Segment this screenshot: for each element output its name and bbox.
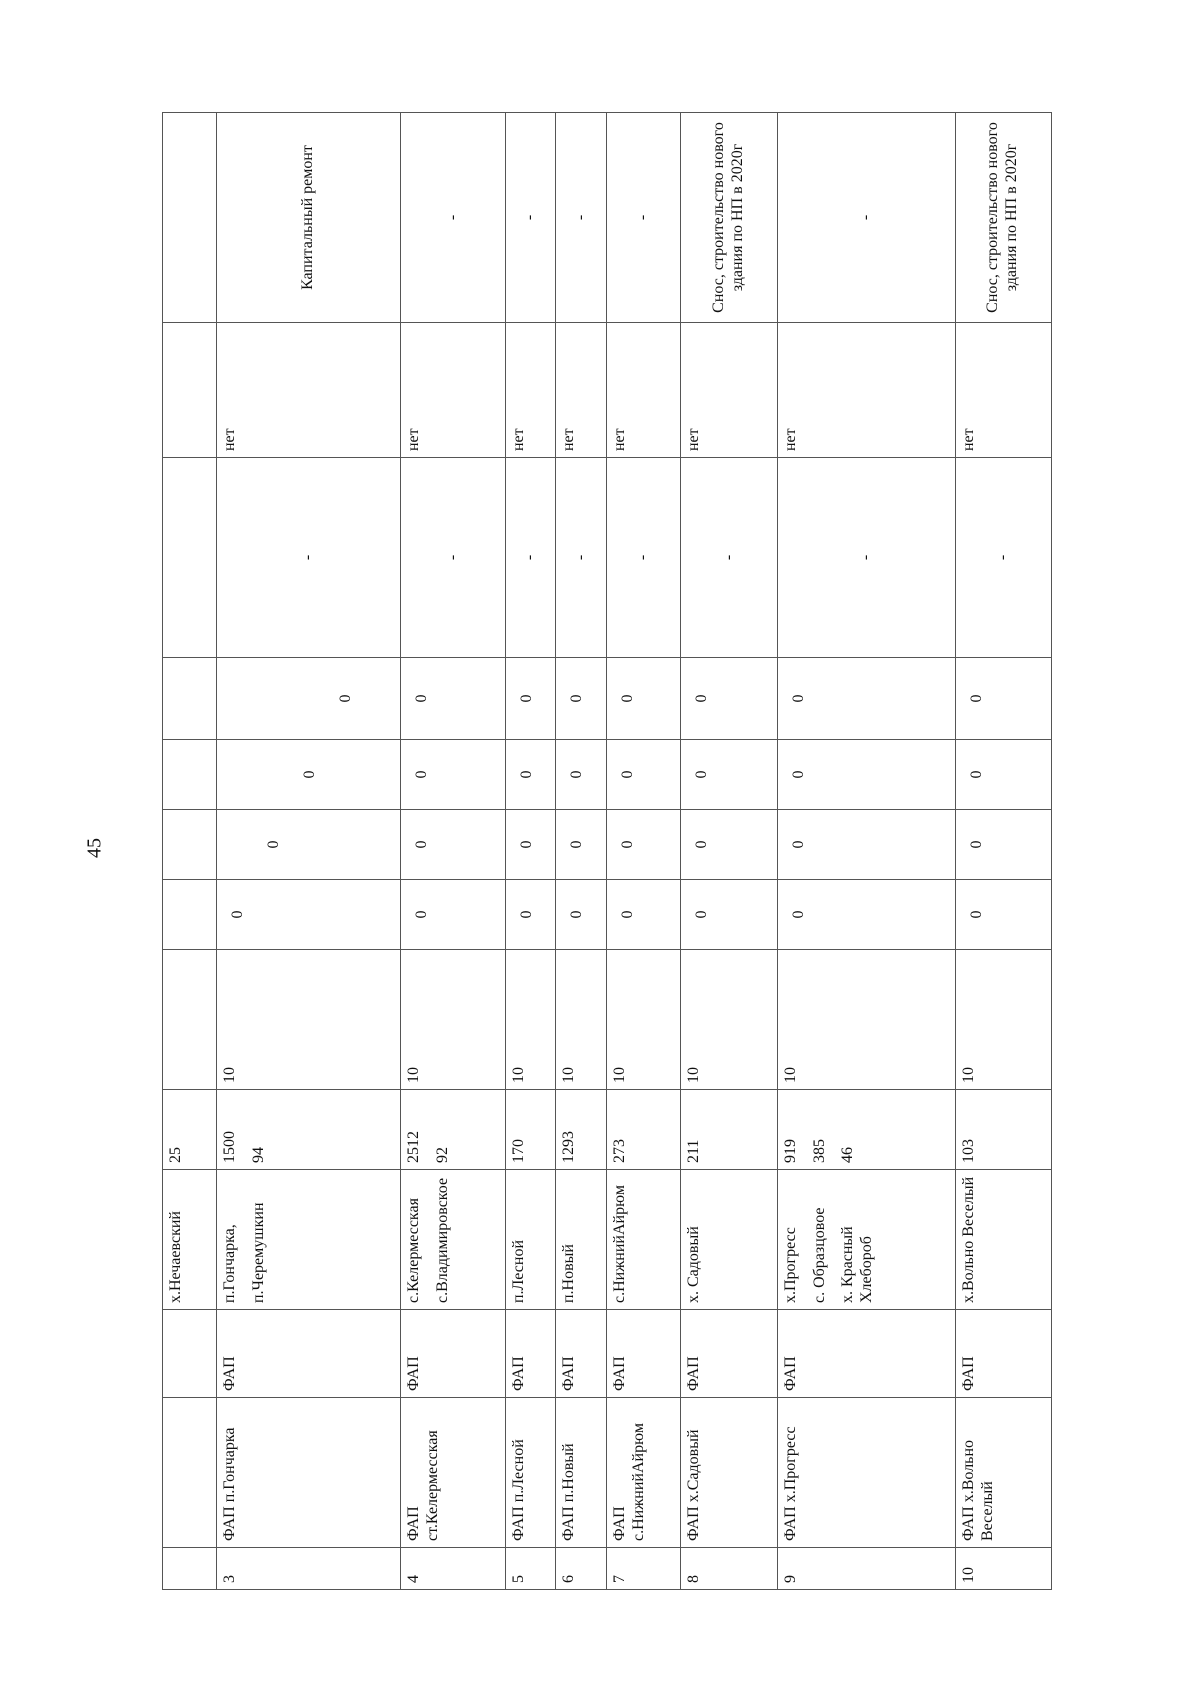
cell-population [401, 1090, 506, 1170]
cell-dash [777, 458, 955, 658]
status-text: нет [405, 428, 423, 451]
cell-zero [401, 880, 506, 950]
cell-status [505, 323, 556, 458]
remark-text: - [856, 214, 874, 221]
zero-value: 0 [693, 694, 711, 703]
facility-type: ФАП [610, 1356, 628, 1391]
population-text: 103 [959, 1139, 977, 1163]
cell-dash [681, 458, 777, 658]
cell-zero [606, 810, 681, 880]
cell-remark [401, 113, 506, 323]
value-text: 10 [781, 1067, 799, 1083]
status-text: нет [610, 428, 628, 451]
cell-zero [401, 740, 506, 810]
cell-dash [556, 458, 607, 658]
fap-name: ФАП п.Лесной [509, 1439, 527, 1541]
cell-remark [217, 113, 401, 323]
remark-text: Снос, строительство нового здания по НП в 2020г [710, 122, 747, 313]
fap-name: ФАП п.Гончарка [221, 1427, 239, 1541]
facility-type: ФАП [509, 1356, 527, 1391]
cell-type [955, 1310, 1051, 1398]
cell-locality [163, 1170, 217, 1310]
remark-text: Снос, строительство нового здания по НП в 2020г [984, 122, 1021, 313]
remark-text: - [634, 214, 652, 221]
population-text: 2512 [405, 1131, 423, 1163]
cell-zero [606, 740, 681, 810]
dash-text: - [993, 554, 1011, 561]
remark-text: - [443, 214, 461, 221]
dash-text: - [571, 554, 589, 561]
cell-empty [163, 658, 217, 740]
zero-value: 0 [789, 840, 807, 849]
cell-population [217, 1090, 401, 1170]
zero-value: 0 [789, 694, 807, 703]
cell-num [777, 1548, 955, 1590]
locality-text: п.Новый [560, 1244, 578, 1303]
zero-value: 0 [568, 694, 586, 703]
cell-zero [606, 880, 681, 950]
cell-zero [777, 810, 955, 880]
cell-locality [401, 1170, 506, 1310]
table-row [556, 113, 607, 1590]
zero-value: 0 [967, 694, 985, 703]
zero-value: 0 [337, 694, 355, 703]
cell-locality [681, 1170, 777, 1310]
fap-name: ФАП п.Новый [560, 1443, 578, 1541]
zero-value: 0 [568, 770, 586, 779]
zero-value: 0 [568, 910, 586, 919]
table-row [681, 113, 777, 1590]
cell-type [681, 1310, 777, 1398]
cell-zero [556, 880, 607, 950]
status-text: нет [685, 428, 703, 451]
locality-text: с. Образцовое [810, 1207, 828, 1303]
cell-locality [777, 1170, 955, 1310]
dash-text: - [299, 554, 317, 561]
value-text: 10 [405, 1067, 423, 1083]
cell-zero [681, 810, 777, 880]
cell-zero [401, 658, 506, 740]
table-body [163, 113, 1052, 1590]
cell-zero [505, 740, 556, 810]
table-row [401, 113, 506, 1590]
zero-value: 0 [301, 770, 319, 779]
cell-locality [556, 1170, 607, 1310]
cell-type [401, 1310, 506, 1398]
population-text: 46 [839, 1147, 857, 1163]
cell-empty [163, 323, 217, 458]
cell-zero [955, 810, 1051, 880]
cell-zero [955, 880, 1051, 950]
cell-locality [955, 1170, 1051, 1310]
zero-value: 0 [618, 694, 636, 703]
cell-status [217, 323, 401, 458]
page-number: 45 [83, 838, 106, 858]
population-text: 1500 [221, 1131, 239, 1163]
dash-text: - [634, 554, 652, 561]
cell-zero [556, 658, 607, 740]
cell-name [505, 1398, 556, 1548]
fap-name: ФАП х.Садовый [685, 1429, 703, 1541]
cell-num [556, 1548, 607, 1590]
cell-empty [163, 113, 217, 323]
cell-num [217, 1548, 401, 1590]
cell-population [163, 1090, 217, 1170]
cell-empty [163, 880, 217, 950]
locality-text: с.Владимировское [434, 1177, 452, 1303]
cell-zero [777, 880, 955, 950]
row-number: 7 [610, 1575, 628, 1583]
cell-status [955, 323, 1051, 458]
table-row [955, 113, 1051, 1590]
facility-type: ФАП [221, 1356, 239, 1391]
status-text: нет [509, 428, 527, 451]
value-text: 10 [959, 1067, 977, 1083]
table-row [217, 113, 401, 1590]
locality-text: п.Гончарка, [221, 1224, 239, 1303]
table-row [777, 113, 955, 1590]
cell-name [606, 1398, 681, 1548]
row-number: 6 [560, 1575, 578, 1583]
cell-zero [556, 810, 607, 880]
cell-zero [681, 880, 777, 950]
cell-value [681, 950, 777, 1090]
fap-name: ФАП х.Прогресс [781, 1426, 799, 1541]
fap-name: ФАП с.НижнийАйрюм [610, 1423, 647, 1541]
cell-num [163, 1548, 217, 1590]
cell-empty [163, 458, 217, 658]
cell-value [556, 950, 607, 1090]
cell-dash [606, 458, 681, 658]
cell-zero [217, 810, 401, 880]
cell-dash [401, 458, 506, 658]
facility-type: ФАП [959, 1356, 977, 1391]
cell-locality [217, 1170, 401, 1310]
zero-value: 0 [517, 910, 535, 919]
cell-num [505, 1548, 556, 1590]
population-text: 919 [781, 1139, 799, 1163]
dash-text: - [443, 554, 461, 561]
cell-type [606, 1310, 681, 1398]
cell-population [606, 1090, 681, 1170]
population-text: 273 [610, 1139, 628, 1163]
population-text: 1293 [560, 1131, 578, 1163]
cell-value [217, 950, 401, 1090]
row-number: 4 [405, 1575, 423, 1583]
cell-dash [217, 458, 401, 658]
status-text: нет [221, 428, 239, 451]
population-text: 94 [250, 1147, 267, 1163]
facility-type: ФАП [405, 1356, 423, 1391]
remark-text: - [521, 214, 539, 221]
cell-zero [681, 658, 777, 740]
locality-text: х. Садовый [685, 1226, 703, 1303]
cell-value [505, 950, 556, 1090]
zero-value: 0 [229, 910, 247, 919]
row-number: 9 [781, 1575, 799, 1583]
cell-name [401, 1398, 506, 1548]
zero-value: 0 [789, 770, 807, 779]
locality-text: х.Прогресс [781, 1227, 799, 1303]
status-text: нет [781, 428, 799, 451]
cell-name [217, 1398, 401, 1548]
cell-remark [681, 113, 777, 323]
cell-zero [505, 810, 556, 880]
population-text: 25 [167, 1147, 184, 1163]
cell-population [777, 1090, 955, 1170]
cell-value [606, 950, 681, 1090]
cell-locality [505, 1170, 556, 1310]
status-text: нет [560, 428, 578, 451]
locality-text: х. Красный Хлебороб [839, 1226, 876, 1303]
population-text: 92 [434, 1147, 452, 1163]
cell-remark [955, 113, 1051, 323]
dash-text: - [856, 554, 874, 561]
remark-text: - [571, 214, 589, 221]
cell-zero [217, 658, 401, 740]
locality-text: х.Нечаевский [167, 1211, 184, 1303]
cell-zero [556, 740, 607, 810]
zero-value: 0 [517, 770, 535, 779]
cell-name [777, 1398, 955, 1548]
locality-text: п.Черемушкин [250, 1202, 267, 1303]
cell-zero [681, 740, 777, 810]
facility-type: ФАП [685, 1356, 703, 1391]
cell-empty [163, 950, 217, 1090]
zero-value: 0 [413, 770, 431, 779]
locality-text: с.Келермесская [405, 1198, 423, 1303]
zero-value: 0 [517, 840, 535, 849]
cell-zero [606, 658, 681, 740]
cell-locality [606, 1170, 681, 1310]
cell-empty [163, 810, 217, 880]
table-row [505, 113, 556, 1590]
zero-value: 0 [967, 910, 985, 919]
cell-num [606, 1548, 681, 1590]
cell-zero [217, 880, 401, 950]
cell-type [163, 1310, 217, 1398]
cell-name [955, 1398, 1051, 1548]
zero-value: 0 [413, 910, 431, 919]
locality-text: х.Вольно Веселый [959, 1176, 977, 1303]
zero-value: 0 [618, 770, 636, 779]
row-number: 10 [959, 1567, 977, 1583]
status-text: нет [959, 428, 977, 451]
cell-value [955, 950, 1051, 1090]
cell-status [777, 323, 955, 458]
cell-zero [955, 658, 1051, 740]
cell-name [681, 1398, 777, 1548]
cell-status [401, 323, 506, 458]
cell-status [606, 323, 681, 458]
cell-dash [955, 458, 1051, 658]
cell-population [681, 1090, 777, 1170]
cell-type [777, 1310, 955, 1398]
cell-num [955, 1548, 1051, 1590]
value-text: 10 [560, 1067, 578, 1083]
value-text: 10 [221, 1067, 239, 1083]
zero-value: 0 [568, 840, 586, 849]
cell-zero [777, 658, 955, 740]
table-row-continuation [163, 113, 217, 1590]
zero-value: 0 [413, 840, 431, 849]
remark-text: Капитальный ремонт [299, 145, 317, 290]
zero-value: 0 [967, 770, 985, 779]
cell-zero [217, 740, 401, 810]
cell-value [777, 950, 955, 1090]
fap-name: ФАП ст.Келермесская [405, 1430, 442, 1541]
zero-value: 0 [413, 694, 431, 703]
zero-value: 0 [693, 910, 711, 919]
locality-text: п.Лесной [509, 1239, 527, 1303]
dash-text: - [521, 554, 539, 561]
zero-value: 0 [693, 840, 711, 849]
cell-remark [606, 113, 681, 323]
row-number: 3 [221, 1575, 239, 1583]
population-text: 170 [509, 1139, 527, 1163]
zero-value: 0 [789, 910, 807, 919]
cell-empty [163, 740, 217, 810]
cell-zero [401, 810, 506, 880]
cell-num [681, 1548, 777, 1590]
facility-type: ФАП [781, 1356, 799, 1391]
value-text: 10 [685, 1067, 703, 1083]
zero-value: 0 [517, 694, 535, 703]
cell-status [556, 323, 607, 458]
cell-remark [505, 113, 556, 323]
population-text: 211 [685, 1139, 703, 1163]
population-text: 385 [810, 1139, 828, 1163]
cell-population [556, 1090, 607, 1170]
value-text: 10 [509, 1067, 527, 1083]
zero-value: 0 [618, 910, 636, 919]
cell-zero [777, 740, 955, 810]
cell-status [681, 323, 777, 458]
dash-text: - [719, 554, 737, 561]
row-number: 5 [509, 1575, 527, 1583]
cell-zero [955, 740, 1051, 810]
cell-zero [505, 658, 556, 740]
row-number: 8 [685, 1575, 703, 1583]
cell-population [505, 1090, 556, 1170]
zero-value: 0 [967, 840, 985, 849]
fap-table [162, 112, 1052, 1590]
value-text: 10 [610, 1067, 628, 1083]
cell-type [556, 1310, 607, 1398]
cell-remark [556, 113, 607, 323]
fap-name: ФАП х.Вольно Веселый [959, 1439, 996, 1541]
cell-value [401, 950, 506, 1090]
cell-name [556, 1398, 607, 1548]
cell-population [955, 1090, 1051, 1170]
table-container [162, 113, 1052, 1590]
zero-value: 0 [265, 840, 283, 849]
cell-type [505, 1310, 556, 1398]
cell-num [401, 1548, 506, 1590]
cell-remark [777, 113, 955, 323]
cell-zero [505, 880, 556, 950]
cell-name [163, 1398, 217, 1548]
locality-text: с.НижнийАйрюм [610, 1185, 628, 1303]
cell-dash [505, 458, 556, 658]
zero-value: 0 [693, 770, 711, 779]
cell-type [217, 1310, 401, 1398]
facility-type: ФАП [560, 1356, 578, 1391]
zero-value: 0 [618, 840, 636, 849]
table-row [606, 113, 681, 1590]
